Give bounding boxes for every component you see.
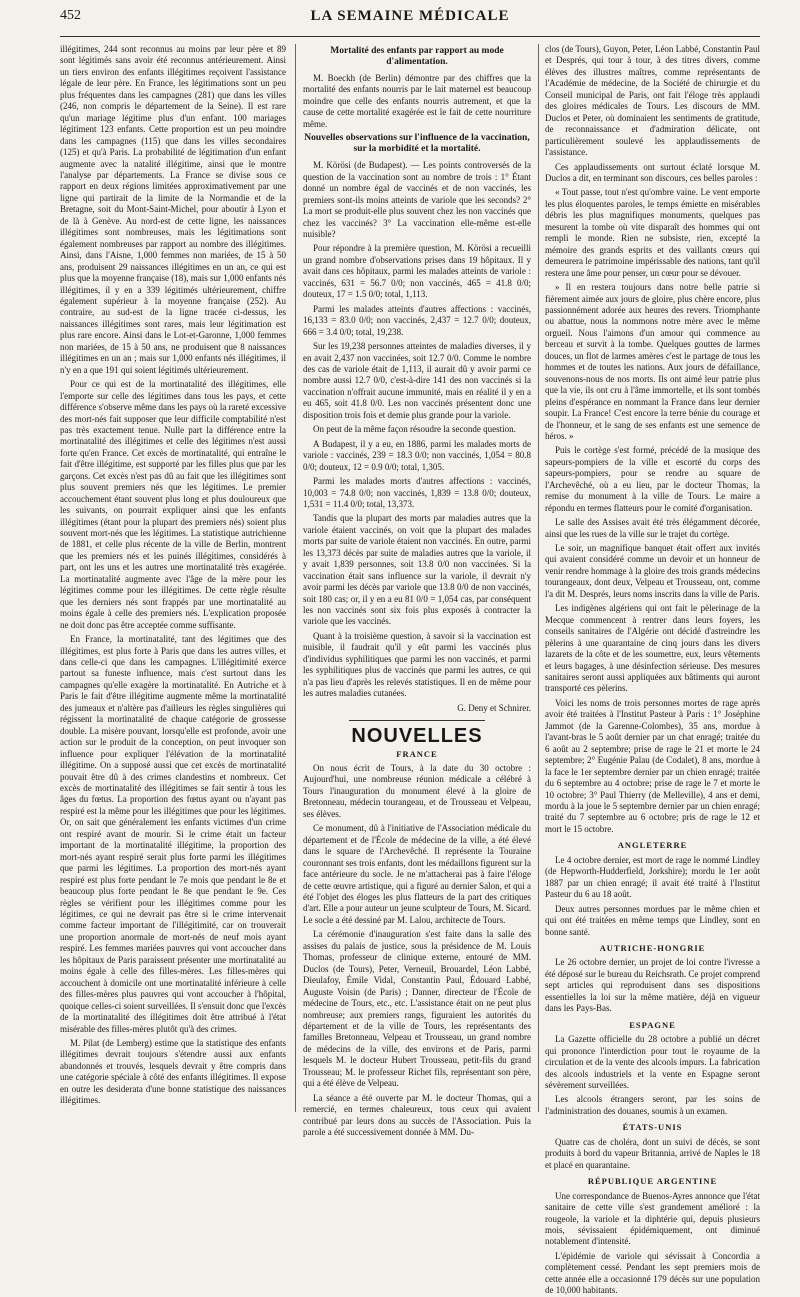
news-paragraph: Le soir, un magnifique banquet était offert aux invités qui avaient considéré comme un devoir et un honneur de venir rendre hommage à la gloire des trois grands médecins tourangeaux, dont deux, Velpeau et Trousseau, ont, comme l'a dit M. Després, leurs noms inscrits dans la ville de Paris. <box>545 543 760 599</box>
article-paragraph: En France, la mortinatalité, tant des légitimes que des illégitimes, est plus forte à Paris que dans les autres villes, et dans celle-ci que dans les campagnes. L'illégitimité exerce partout sa funeste influence, mais c'est surtout dans les campagnes qu'elle exagère la mortinatalité. En Autriche et à Paris le fait d'être illégitime augmente même la mortinatalité des jumeaux et n'altère pas d'ailleurs les règles singulières qui régissent la mortinatalité de chaque catégorie de grossesse double. La misère pouvant, lorsqu'elle est profonde, avoir une action sur le produit de la conception, on peut invoquer son influence pour expliquer l'élévation de la mortinatalité illégitime. On a supposé aussi que cet excès de mortinatalité pouvait être dû à des crimes clandestins et nombreux. Cet excès de mortinatalité des illégitimes se fait sentir à tous les âges du fœtus. La proportion des fœtus ayant ou n'ayant pas respiré est la même pour les illégitimes que pour les légitimes. Or, on sait que généralement les enfants victimes d'un crime ont respiré avant de mourir. Si le crime était un facteur important de la mortinatalité illégitime, la proportion des mort-nés ayant respiré serait plus forte parmi les illégitimes que parmi les légitimes. La proportion des mort-nés ayant respiré est plus forte pendant le 7e mois que pendant le 8e et beaucoup plus forte pendant le 8e que pendant le 9e. Ces règles se vérifient pour les illégitimes comme pour les légitimes, ce qui ne devrait pas être si le crime intervenait comme facteur important de l'illégitimité, car on trouverait une proportion anormale de mort-nés de neuf mois ayant respiré. Les femmes mariées pauvres qui vont accoucher dans les hôpitaux de Paris paraissent présenter une mortinatalité au moins égale à celle des filles-mères. Les filles-mères qui accouchent à domicile ont une mortinatalité inférieure à celle des filles-mères plus pauvres qui vont accoucher à l'hôpital, quoique celles-ci soient surveillées. Il s'ensuit donc que l'excès de la mortinatalité des illégitimes doit être attribué à l'état misérable des filles-mères plutôt qu'à des crimes. <box>60 634 286 1034</box>
article-signature: G. Deny et Schnirer. <box>457 702 531 713</box>
news-paragraph: La cérémonie d'inauguration s'est faite dans la salle des assises du palais de justice, sous la présidence de M. Louis Thomas, professeur de clinique externe, entouré de MM. Duclos (de Tours), Peter, Verneuil, Brouardel, Léon Labbé, Dieulafoy, Émile Vidal, Constantin Paul, Édouard Labbé, Auguste Voisin (de Paris) ; Danner, directeur de l'École de médecine de Tours, etc., etc. L'assistance était on ne peut plus nombreuse; aux premiers rangs, figuraient les autorités du département et de la ville de Tours, les représentants des familles Bretonneau, Velpeau et Trousseau, un grand nombre de médecins de la ville, des environs et de Paris, parmi lesquels M. le docteur Hubert Trousseau, petit-fils du grand Trousseau; M. le professeur Richet fils, représentant son père, qui a été élève de Velpeau. <box>303 929 531 1089</box>
nouvelles-heading: NOUVELLES <box>351 725 483 748</box>
news-paragraph: Quatre cas de choléra, dont un suivi de décès, se sont produits à bord du vapeur Britannia, arrivé de Naples le 18 et placé en quarantaine. <box>545 1136 760 1170</box>
column-divider <box>295 44 296 1112</box>
article-paragraph: Parmi les malades atteints d'autres affections : vaccinés, 16,133 = 83.0 0/0; non vaccinés, 2,437 = 12.7 0/0; douteux, 666 = 3.4 0/0; total, 19,238. <box>303 303 531 337</box>
column-divider <box>538 44 539 1112</box>
article-paragraph: Sur les 19,238 personnes atteintes de maladies diverses, il y en avait 2,437 non vaccinées, soit 12.7 0/0. Comme le nombre des cas de variole était de 1,113, il aurait dû y avoir parmi ce nombre aussi 12.7 0/0, c'est-à-dire 141 des non vaccinés si la vaccination n'offrait aucune immunité, mais en réalité il y en a eu 465, soit 41.8 0/0. Les non vaccinés présentent donc une disposition trois fois et demie plus grande pour la variole. <box>303 341 531 420</box>
news-paragraph: « Tout passe, tout n'est qu'ombre vaine. Le vent emporte les plus éloquentes paroles, le temps émiette en misérables débris les plus magnifiques monuments, quelques pas mesurent la tombe où vite disparaît des hommes qui ont rempli le monde. Rien ne subsiste, rien, excepté la mémoire des grands esprits et des vaillants cœurs qui demeurera le patrimoine impérissable des nations, tant qu'il restera une âme pour penser, un cœur pour se dévouer. <box>545 187 760 278</box>
journal-title: LA SEMAINE MÉDICALE <box>310 8 510 24</box>
news-paragraph: Le salle des Assises avait été très élégamment décorée, ainsi que les rues de la ville sur le trajet du cortège. <box>545 517 760 539</box>
country-heading: ÉTATS-UNIS <box>622 1122 683 1133</box>
page-number: 452 <box>60 8 81 23</box>
article-paragraph: M. Boeckh (de Berlin) démontre par des chiffres que la mortalité des enfants nourris par le lait maternel est beaucoup moindre que celle des enfants nourris autrement, et que la cause de cette mortalité exagérée est le fait de cette nourriture même. <box>303 73 531 129</box>
column-middle <box>303 44 532 1138</box>
article-paragraph: Quant à la troisième question, à savoir si la vaccination est nuisible, il faudrait qu'il y eût parmi les vaccinés plus d'individus syphilitiques que parmi les non vaccinés, et parmi les syphilitiques plus de vaccinés que parmi les autres, ce qui n'a pas lieu d'après les relevés statistiques. Il en de même pour les autres maladies cutanées. <box>303 630 531 699</box>
news-paragraph: Voici les noms de trois personnes mortes de rage après avoir été traitées à l'Institut Pasteur à Paris : 1° Joséphine Jammot (de la Garenne-Colombes), 35 ans, mordue à l'avant-bras le 5 août dernier par un chat enragé; traitée du 6 août au 2 septembre; prise de rage le 21 et morte le 24 septembre; 2° Eugénie Palau (de Codalet), 8 ans, mordue à la face le 1er septembre dernier par un chien enragé; traitée du 6 septembre au 4 octobre; prise de rage le 7 et morte le 10 octobre; 3° Paul Thierry (de Melleville), 4 ans et demi, mordu à la joue le 5 septembre dernier par un chien enragé; traité du 7 septembre au 6 octobre; pris de rage le 12 et mort le 15 octobre. <box>545 697 760 834</box>
country-heading: ANGLETERRE <box>617 840 688 851</box>
news-paragraph: Puis le cortège s'est formé, précédé de la musique des sapeurs-pompiers de la ville et escorté du corps des sapeurs-pompiers, pour se rendre au square de l'Archevêché, où a eu lieu, par le docteur Thomas, la remise du monument à la ville de Tours. Le maire a répondu en termes flatteurs pour le comité d'organisation. <box>545 445 760 513</box>
column-left <box>60 44 286 1114</box>
section-heading: Nouvelles observations sur l'influence de la vaccination, sur la morbidité et la mortalité. <box>304 133 530 155</box>
article-paragraph: Tandis que la plupart des morts par maladies autres que la variole étaient vaccinés, on voit que la plupart des malades morts par suite de variole étaient non vaccinés. En outre, parmi les 13,373 décès par suite de maladies autres que la variole, il y avait 1,839 personnes, soit 13.8 0/0 non vaccinées. Si la vaccination était sans influence sur la variole, il devrait n'y avoir parmi les décès par variole que 13.8 0/0 de non vaccinés, soit 180 cas; or, il y en a eu 81 0/0 = 1,054 cas, par conséquent les non vaccinés sont six fois plus exposés à contracter la variole que les vaccinés. <box>303 513 531 627</box>
news-paragraph: L'épidémie de variole qui sévissait à Concordia a complètement cessé. Pendant les sept premiers mois de cette année elle a occasionné 179 décès sur une population de 10,000 habitants. <box>545 1250 760 1296</box>
news-paragraph: On nous écrit de Tours, à la date du 30 octobre : Aujourd'hui, une nombreuse réunion médicale a célébré à Tours l'inauguration du monument élevé à la gloire de Bretonneau, médecin tourangeau, et de Trousseau et Velpeau, ses élèves. <box>303 763 531 819</box>
article-paragraph: On peut de la même façon résoudre la seconde question. <box>313 424 516 435</box>
country-heading: AUTRICHE-HONGRIE <box>599 942 706 953</box>
news-paragraph: Une correspondance de Buenos-Ayres annonce que l'état sanitaire de cette ville s'est grandement amélioré : la rougeole, la variole et la diphtérie qui, depuis plusieurs mois, sévissaient épidémiquement, ont diminué notablement d'intensité. <box>545 1190 760 1247</box>
section-divider <box>349 720 486 721</box>
news-paragraph: Les alcools étrangers seront, par les soins de l'administration des douanes, soumis à un examen. <box>545 1094 760 1116</box>
news-paragraph: Le 4 octobre dernier, est mort de rage le nommé Lindley (de Hepworth-Hudderfield, Jorkshire); mordu le 1er août 1887 par un chien enragé; il avait été traité à l'Institut Pasteur du 6 au 18 août. <box>545 854 760 900</box>
country-heading: FRANCE <box>396 748 438 759</box>
news-paragraph: Deux autres personnes mordues par le même chien et qui ont été traitées en même temps que Lindley, sont en bonne santé. <box>545 903 760 937</box>
news-paragraph: Ce monument, dû à l'initiative de l'Association médicale du département et de l'École de médecine de la ville, a été élevé dans le square de l'Archevêché. Il représente la Touraine couronnant ses trois enfants, dont les médaillons figurent sur la face antérieure du socle. Je ne m'attacherai pas à faire l'éloge de cette œuvre artistique, qui a figuré au dernier Salon, et qui a été l'objet des éloges les plus flatteurs de la part des critiques d'art. Elle a pour auteur un jeune sculpteur de Tours, M. Sicard. Le socle a été dessiné par M. Lalou, architecte de Tours. <box>303 823 532 925</box>
news-paragraph: La séance a été ouverte par M. le docteur Thomas, qui a remercié, en termes chaleureux, tous ceux qui avaient contribué par leurs dons au succès de l'Association. Puis la parole a été successivement donnée à MM. Du- <box>303 1092 531 1138</box>
country-heading: ESPAGNE <box>629 1019 676 1030</box>
article-paragraph: A Budapest, il y a eu, en 1886, parmi les malades morts de variole : vaccinés, 239 = 18.3 0/0; non vaccinés, 1,054 = 80.8 0/0; douteux, 12 = 0.9 0/0; total, 1,305. <box>303 438 531 472</box>
country-heading: RÉPUBLIQUE ARGENTINE <box>587 1176 718 1187</box>
article-paragraph: Parmi les malades morts d'autres affections : vaccinés, 10,003 = 74.8 0/0; non vaccinés, 1,839 = 13.8 0/0; douteux, 1,531 = 11.4 0/0; total, 13,373. <box>303 476 531 509</box>
news-paragraph: Les indigènes algériens qui ont fait le pèlerinage de la Mecque commencent à rentrer dans leurs foyers, les conseils sanitaires de l'Algérie ont décidé d'astreindre les pèlerins à une quarantaine de cinq jours dans les divers lazarets de la côte et de les soumettre, eux, leurs vêtements et leurs bagages, à une désinfection sérieuse. Des mesures sanitaires seront aussi appliquées aux bâtiments qui auront transporté ces pèlerins. <box>545 603 760 694</box>
article-paragraph: Pour ce qui est de la mortinatalité des illégitimes, elle l'emporte sur celle des légitimes dans tous les pays, et cette différence s'observe même dans les pays où la rareté excessive des mort-nés fait supposer que leur difficile comptabilité n'est pas très exactement tenue. Nulle part la différence entre la mortinatalité des illégitimes et celle des légitimes n'est aussi forte qu'en France. Cet excès de mortinatalité, qui entraîne le fait d'être illégitime, est supporté par les filles plus que par les garçons. Cet excès n'est pas dû au fait que les illégitimes sont plus souvent premiers nés que les légitimes. Le premier accouchement étant souvent plus long et plus douloureux que les suivants, on pourrait expliquer ainsi que les enfants illégitimes (étant pour la plupart des premiers nés) soient plus souvent mort-nés que les légitimes. La statistique autrichienne de 1881, et celle plus récente de la ville de Berlin, montrent que les premiers nés et les puinés illégitimes, considérés à part, ont les uns et les autres une mortinatalité très exagérée. La mortinatalité augmente avec l'âge de la mère pour les légitimes comme pour les illégitimes. De cette règle résulte que les derniers nés sont frappés par une mortinatalité au moins égale à celle des premiers nés. L'explication proposée ne doit donc pas être acceptée comme suffisante. <box>60 379 286 630</box>
news-paragraph: clos (de Tours), Guyon, Peter, Léon Labbé, Constantin Paul et Després, qui tour à tour, à des titres divers, comme élèves des illustres maîtres, comme représentants de l'Académie de médecine, de la Société de chirurgie et du Conseil municipal de Paris, ont fait l'éloge très applaudi des gloires médicales de Tours. Les discours de MM. Duclos et Peter, où dominaient les sentiments de gratitude, de reconnaissance et d'admiration délicate, ont particulièrement soulevé les applaudissements de l'assistance. <box>545 44 760 158</box>
article-paragraph: illégitimes, 244 sont reconnus au moins par leur père et 89 sont légitimés sans avoir été reconnus antérieurement. Ainsi un tiers environ des enfants illégitimes reçoivent l'assistance légale de leur père. En France, les légitimations sont un peu plus fréquentes dans les campagnes (281) que dans les villes (246, non compris le département de la Seine). Il est rare qu'un mariage légitime plus d'un enfant. 100 mariages légitiment 123 enfants. Cette proportion est un peu moindre dans les campagnes (115) que dans les villes secondaires (125) et qu'à Paris. La probabilité de légitimation d'un enfant augmente avec la natalité illégitime, ainsi que le montre l'analyse par départements. La France se divise sous ce rapport en deux régions limitées approximativement par une ligne qui partirait de la limite de la Normandie et de la Bretagne, soit du Mont-Saint-Michel, pour aboutir à Lyon et de là à Genève. Au nord-est de cette ligne, les naissances illégitimes sont nombreuses, mais les légitimations sont également nombreuses par rapport au nombre des illégitimes. Ainsi, dans l'Aisne, 1,000 femmes non mariées, de 15 à 50 ans, produisent 29 naissances illégitimes en un an, ce qui est plus que la moyenne française (18), mais sur 1,000 enfants nés illégitimes, il y en a 339 légitimés ultérieurement, chiffre également supérieur à la moyenne française (252). Au contraire, au sud-est de la ligne tracée ci-dessus, les naissances illégitimes sont rares, mais leur légitimation est plus rare encore. Ainsi dans le Lot-et-Garonne, 1,000 femmes non mariées, de 15 à 50 ans, ne produisent que 8 naissances illégitimes en un an ; mais sur 1,000 enfants nés illégitimes, il n'y en a que 191 qui soient légitimés ultérieurement. <box>60 44 286 375</box>
page-header <box>60 8 760 34</box>
article-paragraph: M. Körösi (de Budapest). — Les points controversés de la question de la vaccination sont au nombre de trois : 1° Étant donné un nombre égal de vaccinés et de non vaccinés, les premiers sont-ils moins atteints de variole que les seconds? 2° La mort se produit-elle plus souvent chez les non vaccinés que chez les vaccinés? 3° La vaccination elle-même est-elle nuisible? <box>303 160 531 239</box>
article-paragraph: Pour répondre à la première question, M. Körösi a recueilli un grand nombre d'observations prises dans 19 hôpitaux. Il y avait dans ces hôpitaux, parmi les malades atteints de variole : vaccinés, 631 = 56.7 0/0; non vaccinés, 465 = 41.8 0/0; douteux, 17 = 1.5 0/0; total, 1,113. <box>303 243 531 300</box>
news-paragraph: Le 26 octobre dernier, un projet de loi contre l'ivresse a été déposé sur le bureau du Reichsrath. Ce projet comprend sept articles qui reproduisent dans ses dispositions essentielles la loi sur la même matière, déjà en vigueur dans les Pays-Bas. <box>545 957 760 1014</box>
column-right <box>545 44 760 1296</box>
news-paragraph: » Il en restera toujours dans notre belle patrie si fièrement aimée aux jours de gloire, plus chère encore, plus passionnément adorée aux heures des revers. Triomphante ou abattue, nous la nommons notre mère avec le même orgueil. Nous l'aimons d'un amour qui commence au berceau et survit à la tombe. Quelques gouttes de larmes douces, un flot de larmes amères c'est le partage de tous les hommes et de toutes les nations. Aux jours de défaillance, souvenons-nous de nos morts. Ils ont aimé leur patrie plus que la vie, ils ont cru à l'âme immortelle, et ils sont tombés pleins d'espérance en nommant la France dans leur dernier soupir. La France! C'est encore la terre bénie du courage et de l'honneur, et le sang de ses enfants est une semence de héros. » <box>545 282 760 441</box>
header-rule <box>60 36 760 37</box>
news-paragraph: Ces applaudissements ont surtout éclaté lorsque M. Duclos a dit, en terminant son discours, ces belles paroles : <box>545 161 760 183</box>
news-paragraph: La Gazette officielle du 28 octobre a publié un décret qui prononce l'interdiction pour tout le royaume de la circulation et de la vente des alcools impurs. La fabrication des alcools industriels et la vente en Espagne seront sévèrement surveillées. <box>545 1034 760 1090</box>
article-paragraph: M. Pilat (de Lemberg) estime que la statistique des enfants illégitimes devrait toujours s'étendre aussi aux enfants abandonnés et trouvés, lesquels devrait y être compris dans une catégorie spéciale à côté des enfants illégitimes. Il expose en outre les desiderata d'une bonne statistique des naissances illégitimes. <box>60 1037 286 1106</box>
section-heading: Mortalité des enfants par rapport au mode d'alimentation. <box>330 46 504 67</box>
